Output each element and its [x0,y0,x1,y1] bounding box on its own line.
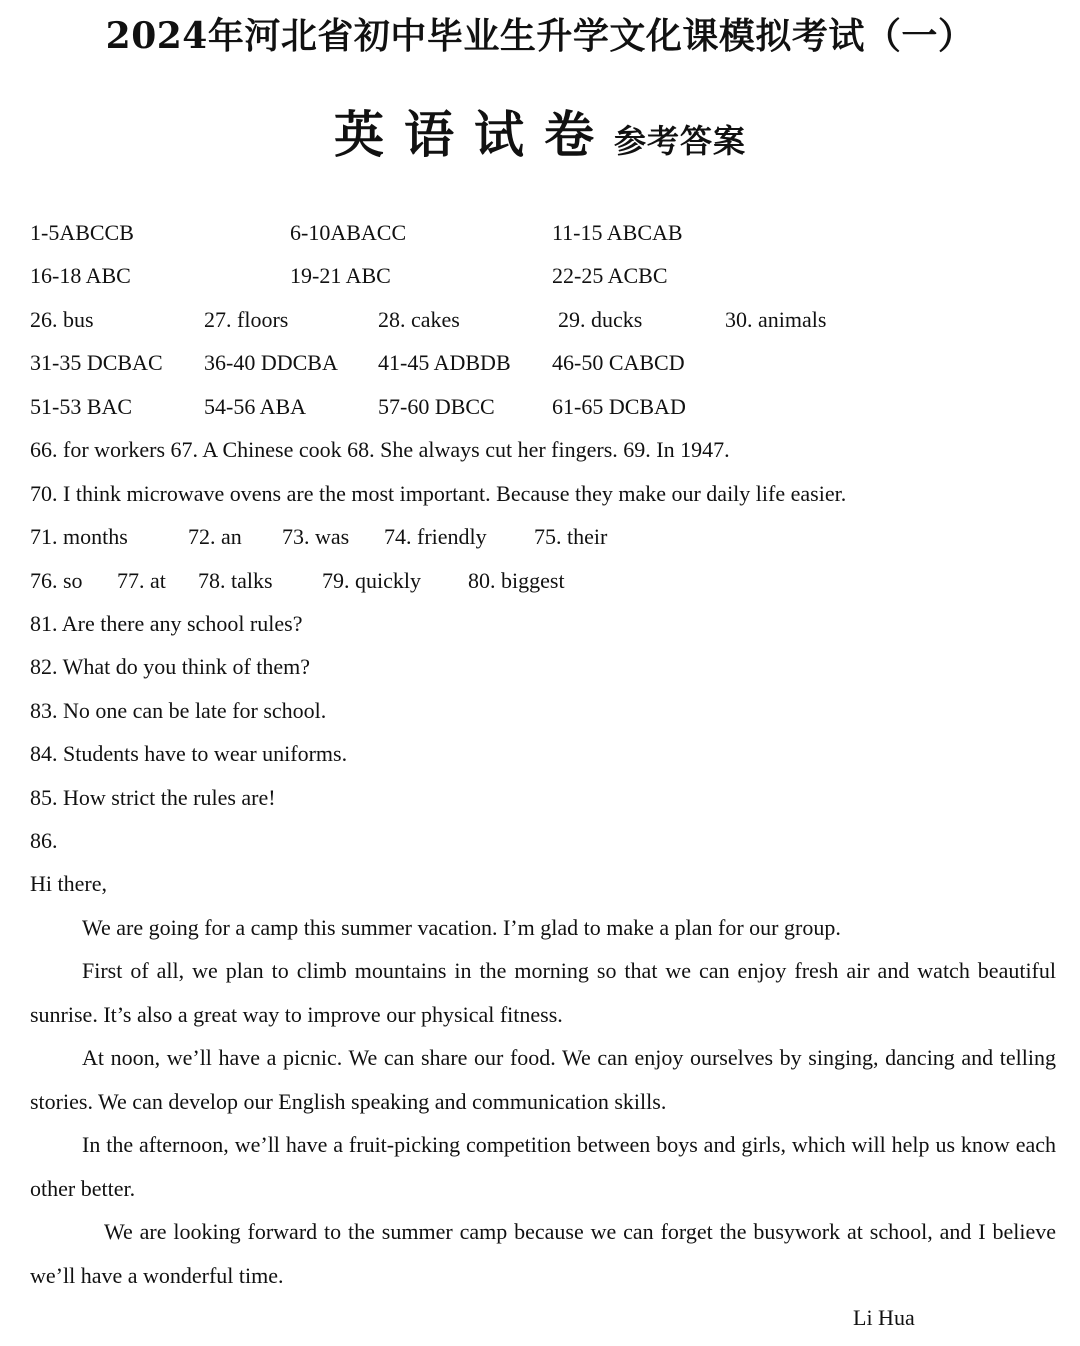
answer-28: 28. cakes [378,307,460,332]
answer-61-65: 61-65 DCBAD [552,394,686,419]
essay-paragraph-4: In the afternoon, we’ll have a fruit-picking competition between boys and girls, which will help us know each other better. [30,1132,1056,1201]
essay-paragraph-5: We are looking forward to the summer camp because we can forget the busywork at school, and I believe we’ll have a wonderful time. [30,1219,1056,1288]
answer-81: 81. Are there any school rules? [30,611,303,636]
essay [30,862,1056,1297]
answer-51-53: 51-53 BAC [30,394,133,419]
answer-66-69: 66. for workers 67. A Chinese cook 68. She always cut her fingers. 69. In 1947. [30,437,730,462]
answer-73: 73. was [282,524,350,549]
answer-41-45: 41-45 ADBDB [378,350,511,375]
answer-86-label: 86. [30,828,58,853]
answer-85: 85. How strict the rules are! [30,785,276,810]
answer-11-15: 11-15 ABCAB [552,220,683,245]
essay-paragraph-1: We are going for a camp this summer vacation. I’m glad to make a plan for our group. [82,914,841,940]
essay-greeting: Hi there, [30,871,107,896]
essay-signature: Li Hua [853,1305,915,1330]
answer-72: 72. an [188,524,242,549]
answer-16-18: 16-18 ABC [30,263,131,288]
answer-80: 80. biggest [468,568,565,593]
answer-31-35: 31-35 DCBAC [30,350,163,375]
answer-27: 27. floors [204,307,289,332]
answer-70: 70. I think microwave ovens are the most important. Because they make our daily life easier. [30,481,847,506]
answer-46-50: 46-50 CABCD [552,350,685,375]
answer-77: 77. at [117,568,166,593]
answer-22-25: 22-25 ACBC [552,263,668,288]
answer-57-60: 57-60 DBCC [378,394,495,419]
answer-29: 29. ducks [558,307,643,332]
answer-36-40: 36-40 DDCBA [204,350,338,375]
answer-30: 30. animals [725,307,827,332]
essay-paragraph-2: First of all, we plan to climb mountains in the morning so that we can enjoy fresh air and watch beautiful sunrise. It’s also a great way to improve our physical fitness. [30,958,1056,1027]
subtitle-small: 参考答案 [613,122,746,160]
answer-1-5: 1-5ABCCB [30,220,134,245]
answer-76: 76. so [30,568,83,593]
subtitle-main: 英语试卷 [333,105,614,164]
answer-71: 71. months [30,524,128,549]
essay-paragraph-3: At noon, we’ll have a picnic. We can share our food. We can enjoy ourselves by singing, dancing and telling stories. We can develop our English speaking and communication skills. [30,1045,1056,1114]
answer-19-21: 19-21 ABC [290,263,391,288]
page-title: 2024年河北省初中毕业生升学文化课模拟考试（一） [105,15,975,57]
answer-79: 79. quickly [322,568,421,593]
answer-75: 75. their [534,524,608,549]
answer-84: 84. Students have to wear uniforms. [30,741,348,766]
answer-26: 26. bus [30,307,94,332]
answer-54-56: 54-56 ABA [204,394,307,419]
answer-78: 78. talks [198,568,273,593]
answer-83: 83. No one can be late for school. [30,698,327,723]
answer-6-10: 6-10ABACC [290,220,407,245]
answer-74: 74. friendly [384,524,487,549]
answer-82: 82. What do you think of them? [30,654,311,679]
page-subtitle [0,95,1080,167]
